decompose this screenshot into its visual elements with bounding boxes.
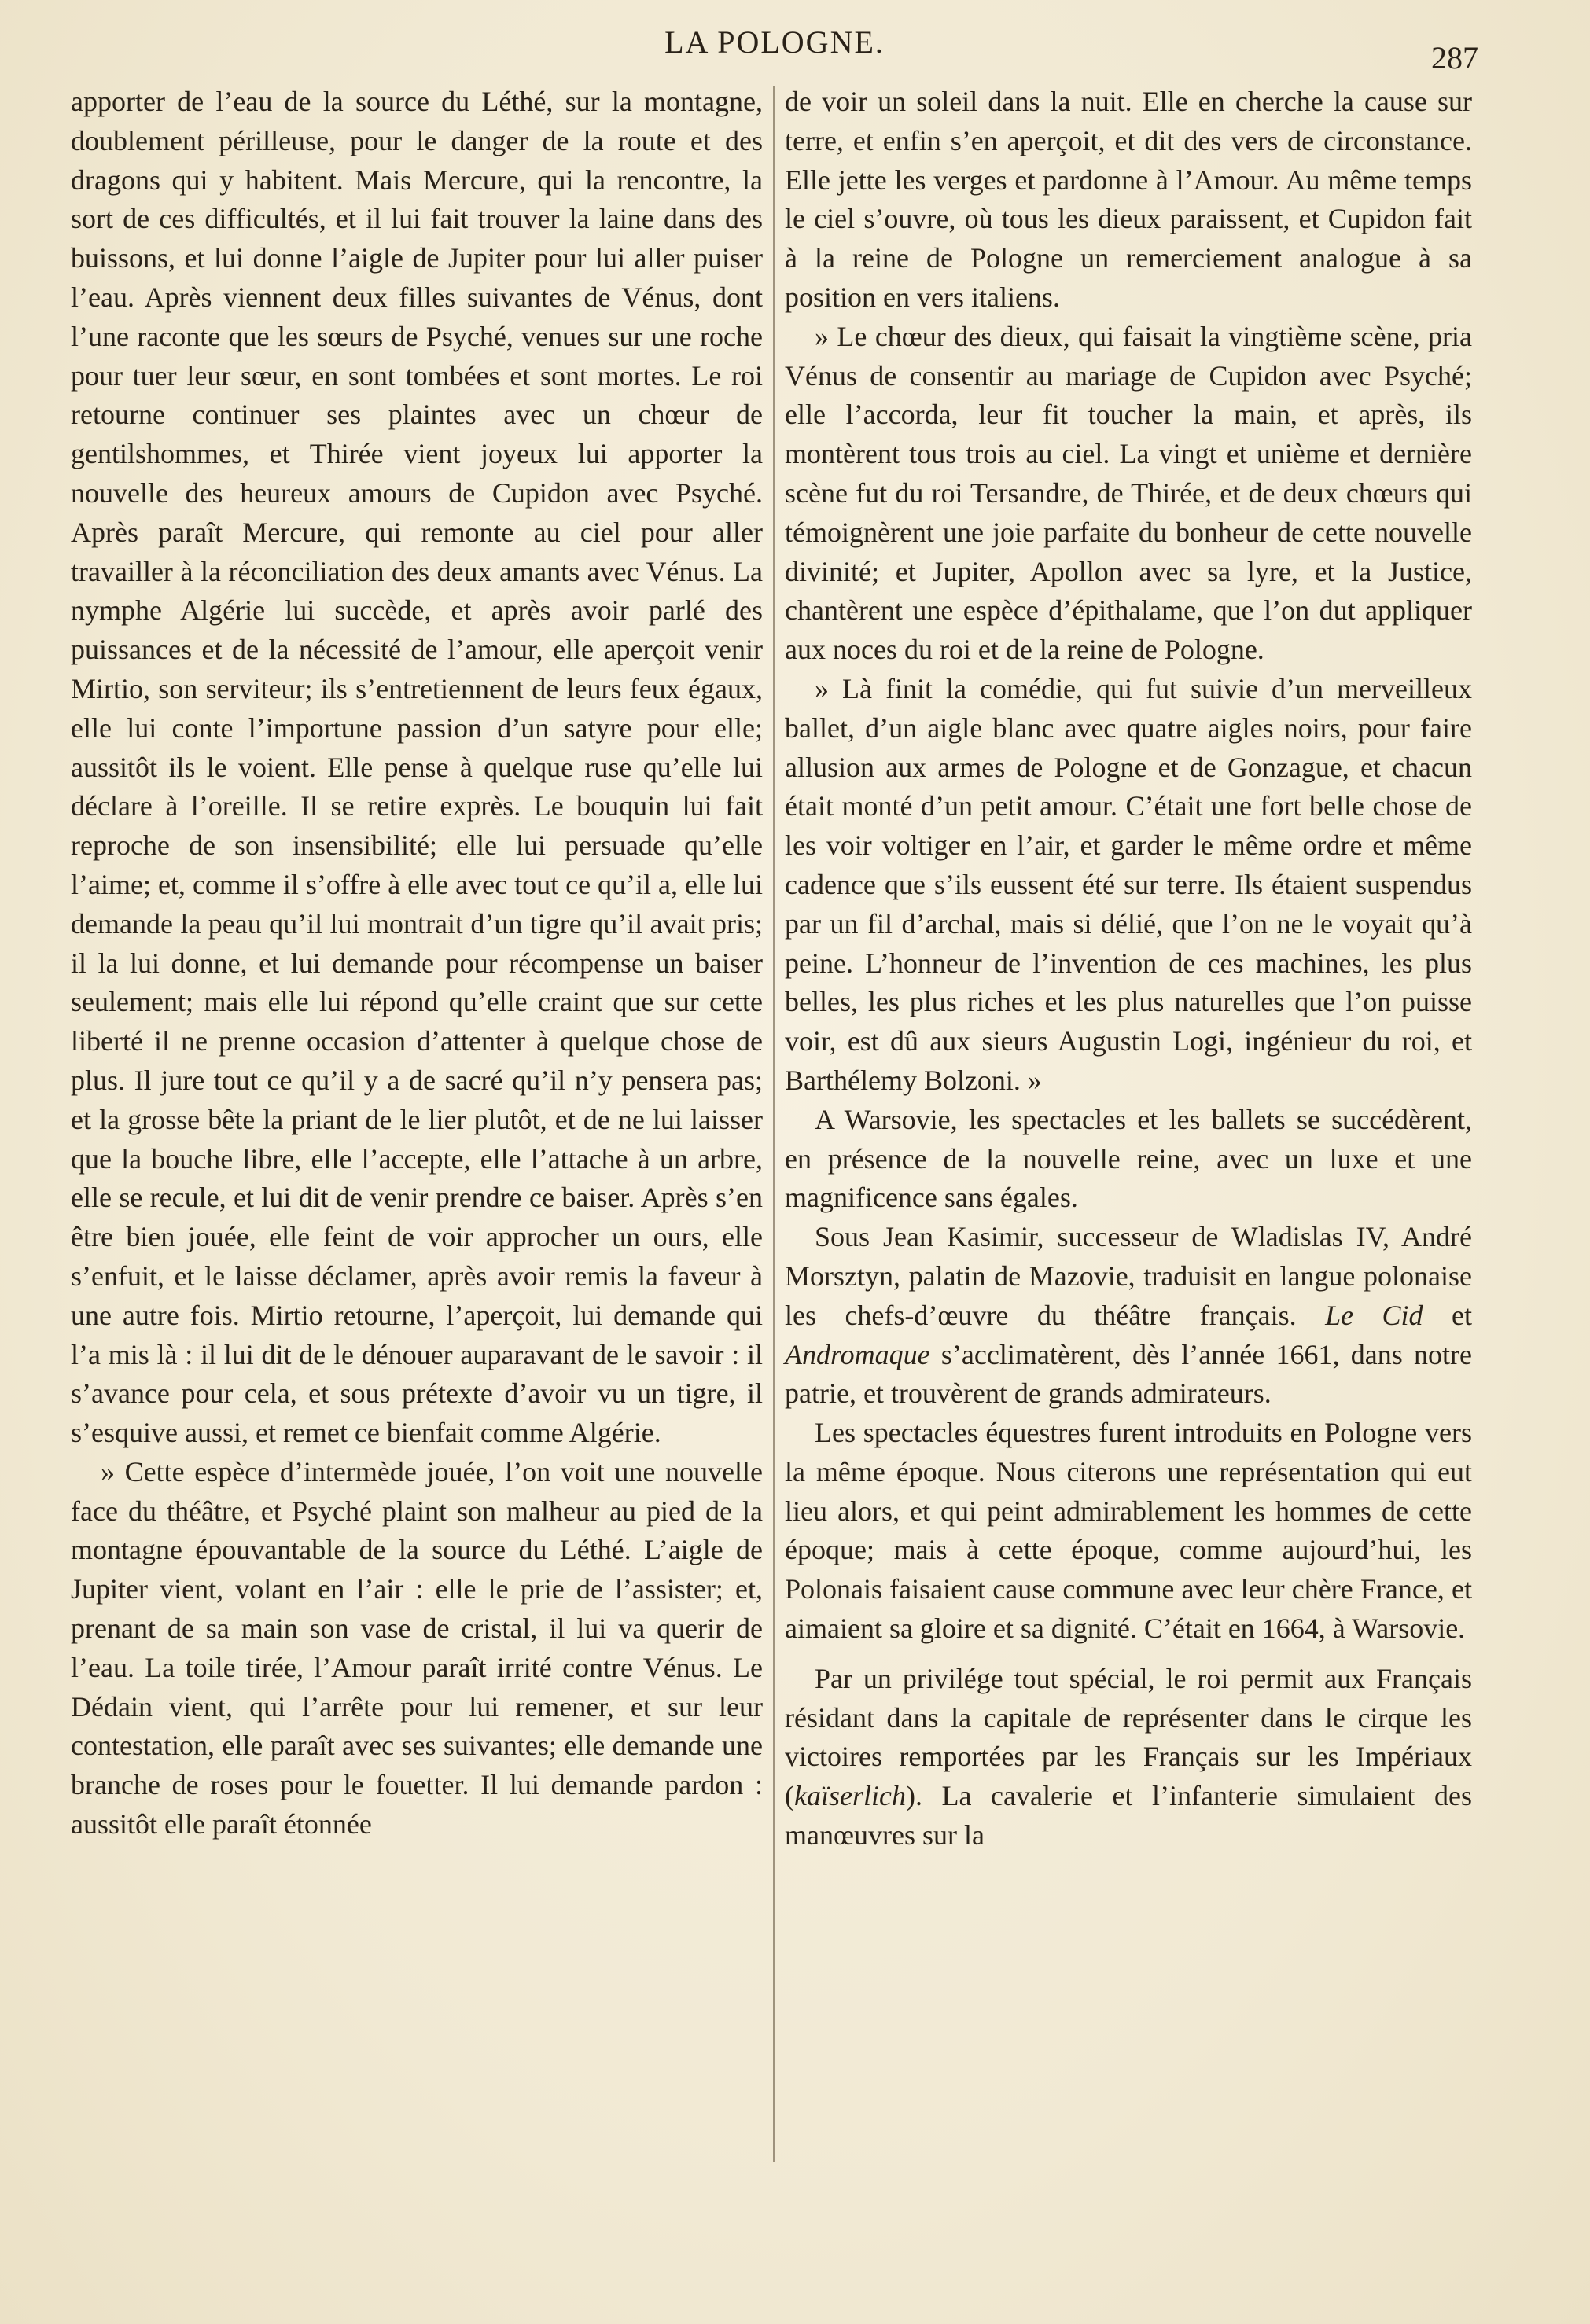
right-paragraph-5 — [785, 1218, 1472, 1414]
right-paragraph-2: » Le chœur des dieux, qui faisait la vingtième scène, pria Vénus de consentir au mariage de Cupidon avec Psyché; elle l’accorda, leur fit toucher la main, et après, ils montèrent tous trois au ciel. La vingt et unième et dernière scène fut du roi Tersandre, de Thirée, et de deux chœurs qui témoignèrent une joie parfaite du bonheur de cette nouvelle divinité; et Jupiter, Apollon avec sa lyre, et la Justice, chantèrent une espèce d’épithalame, que l’on dut appliquer aux noces du roi et de la reine de Pologne. — [785, 320, 1472, 666]
left-paragraph-2: » Cette espèce d’intermède jouée, l’on voit une nouvelle face du théâtre, et Psyché plaint son malheur au pied de la montagne épouvantable de la source du Léthé. L’aigle de Jupiter vient, volant en l’air : elle le prie de l’assister; et, prenant de sa main son vase de cristal, il lui va querir de l’eau. La toile tirée, l’Amour paraît irrité contre Vénus. Le Dédain vient, qui l’arrête pour lui remener, et sur leur contestation, elle paraît avec ses suivantes; elle demande une branche de roses pour le fouetter. Il lui demande pardon : aussitôt elle paraît étonnée — [71, 1455, 763, 1840]
paragraph-7-text-a: Par un privilége tout spécial, le roi permit aux Français résidant dans la capitale de représenter dans le cirque les victoires remportées par les Français sur les Impériaux ( — [785, 1662, 1472, 1812]
right-paragraph-7 — [785, 1660, 1472, 1855]
right-paragraph-1: de voir un soleil dans la nuit. Elle en cherche la cause sur terre, et enfin s’en aperçoit, et dit des vers de circonstance. Elle jette les verges et pardonne à l’Amour. Au même temps le ciel s’ouvre, où tous les dieux paraissent, et Cupidon fait à la reine de Pologne un remerciement analogue à sa position en vers italiens. — [785, 86, 1472, 313]
title-le-cid: Le Cid — [1325, 1299, 1423, 1331]
right-paragraph-3: » Là finit la comédie, qui fut suivie d’un merveilleux ballet, d’un aigle blanc avec quatre aigles noirs, pour faire allusion aux armes de Pologne et de Gonzague, et chacun était monté d’un petit amour. C’était une fort belle chose de les voir voltiger en l’air, et garder le même ordre et même cadence que s’ils eussent été sur terre. Ils étaient suspendus par un fil d’archal, mais si délié, que l’on ne le voyait qu’à peine. L’honneur de l’invention de ces machines, les plus belles, les plus riches et les plus naturelles que l’on puisse voir, est dû aux sieurs Augustin Logi, ingénieur du roi, et Barthélemy Bolzoni. » — [785, 672, 1472, 1096]
right-paragraph-4: A Warsovie, les spectacles et les ballets se succédèrent, en présence de la nouvelle reine, avec un luxe et une magnificence sans égales. — [785, 1103, 1472, 1214]
paragraph-5-text-a: Sous Jean Kasimir, successeur de Wladislas IV, André Morsztyn, palatin de Mazovie, traduisit en langue polonaise les chefs-d’œuvre du théâtre français. — [785, 1221, 1472, 1331]
title-andromaque: Andromaque — [785, 1338, 930, 1370]
right-paragraph-6: Les spectacles équestres furent introduits en Pologne vers la même époque. Nous citerons une représentation qui eut lieu alors, et qui peint admirablement les hommes de cette époque; mais à cette époque, comme aujourd’hui, les Polonais faisaient cause commune avec leur chère France, et aimaient sa gloire et sa dignité. C’était en 1664, à Warsovie. — [785, 1417, 1472, 1645]
left-column — [71, 83, 763, 1844]
running-title: LA POLOGNE. — [664, 24, 885, 60]
left-paragraph-1: apporter de l’eau de la source du Léthé, sur la montagne, doublement périlleuse, pour le danger de la route et des dragons qui y habitent. Mais Mercure, qui la rencontre, la sort de ces difficultés, et il lui fait trouver la laine dans des buissons, et lui donne l’aigle de Jupiter pour lui aller puiser l’eau. Après viennent deux filles suivantes de Vénus, dont l’une raconte que les sœurs de Psyché, venues sur une roche pour tuer leur sœur, en sont tombées et sont mortes. Le roi retourne continuer ses plaintes avec un chœur de gentilshommes, et Thirée vient joyeux lui apporter la nouvelle des heureux amours de Cupidon avec Psyché. Après paraît Mercure, qui remonte au ciel pour aller travailler à la réconciliation des deux amants avec Vénus. La nymphe Algérie lui succède, et après avoir parlé des puissances et de la nécessité de l’amour, elle aperçoit venir Mirtio, son serviteur; ils s’entretiennent de leurs feux égaux, elle lui conte l’importune passion d’un satyre pour elle; aussitôt ils le voient. Elle pense à quelque ruse qu’elle lui déclare à l’oreille. Il se retire exprès. Le bouquin lui fait reproche de son insensibilité; elle lui persuade qu’elle l’aime; et, comme il s’offre à elle avec tout ce qu’il a, elle lui demande la peau qu’il lui montrait d’un tigre qu’il avait pris; il la lui donne, et lui demande pour récompense un baiser seulement; mais elle lui répond qu’elle craint que sur cette liberté il ne prenne occasion d’attenter à quelque chose de plus. Il jure tout ce qu’il y a de sacré qu’il n’y pensera pas; et la grosse bête la priant de le lier plutôt, et de ne lui laisser que la bouche libre, elle l’accepte, elle l’attache à un arbre, elle se recule, et lui dit de venir prendre ce baiser. Après s’en être bien jouée, elle feint de voir approcher un ours, elle s’enfuit, et le laisse déclamer, après avoir remis la faveur à une autre fois. Mirtio retourne, l’aperçoit, lui demande qui l’a mis là : il lui dit de le dénouer auparavant de le savoir : il s’avance pour cela, et sous prétexte d’avoir vu un tigre, il s’esquive aussi, et remet ce bienfait comme Algérie. — [71, 86, 763, 1449]
term-kaiserlich: kaïserlich — [794, 1780, 906, 1812]
right-column — [785, 83, 1472, 1855]
column-divider — [773, 86, 775, 2162]
paragraph-7-text-b: ). La cavalerie et l’infanterie simulaient des manœuvres sur la — [785, 1780, 1472, 1851]
page-header — [71, 24, 1478, 75]
page-number: 287 — [1431, 40, 1478, 75]
paragraph-5-text-c: s’acclimatèrent, dès l’année 1661, dans notre patrie, et trouvèrent de grands admirateurs. — [785, 1338, 1472, 1410]
paragraph-5-text-b: et — [1423, 1299, 1472, 1331]
